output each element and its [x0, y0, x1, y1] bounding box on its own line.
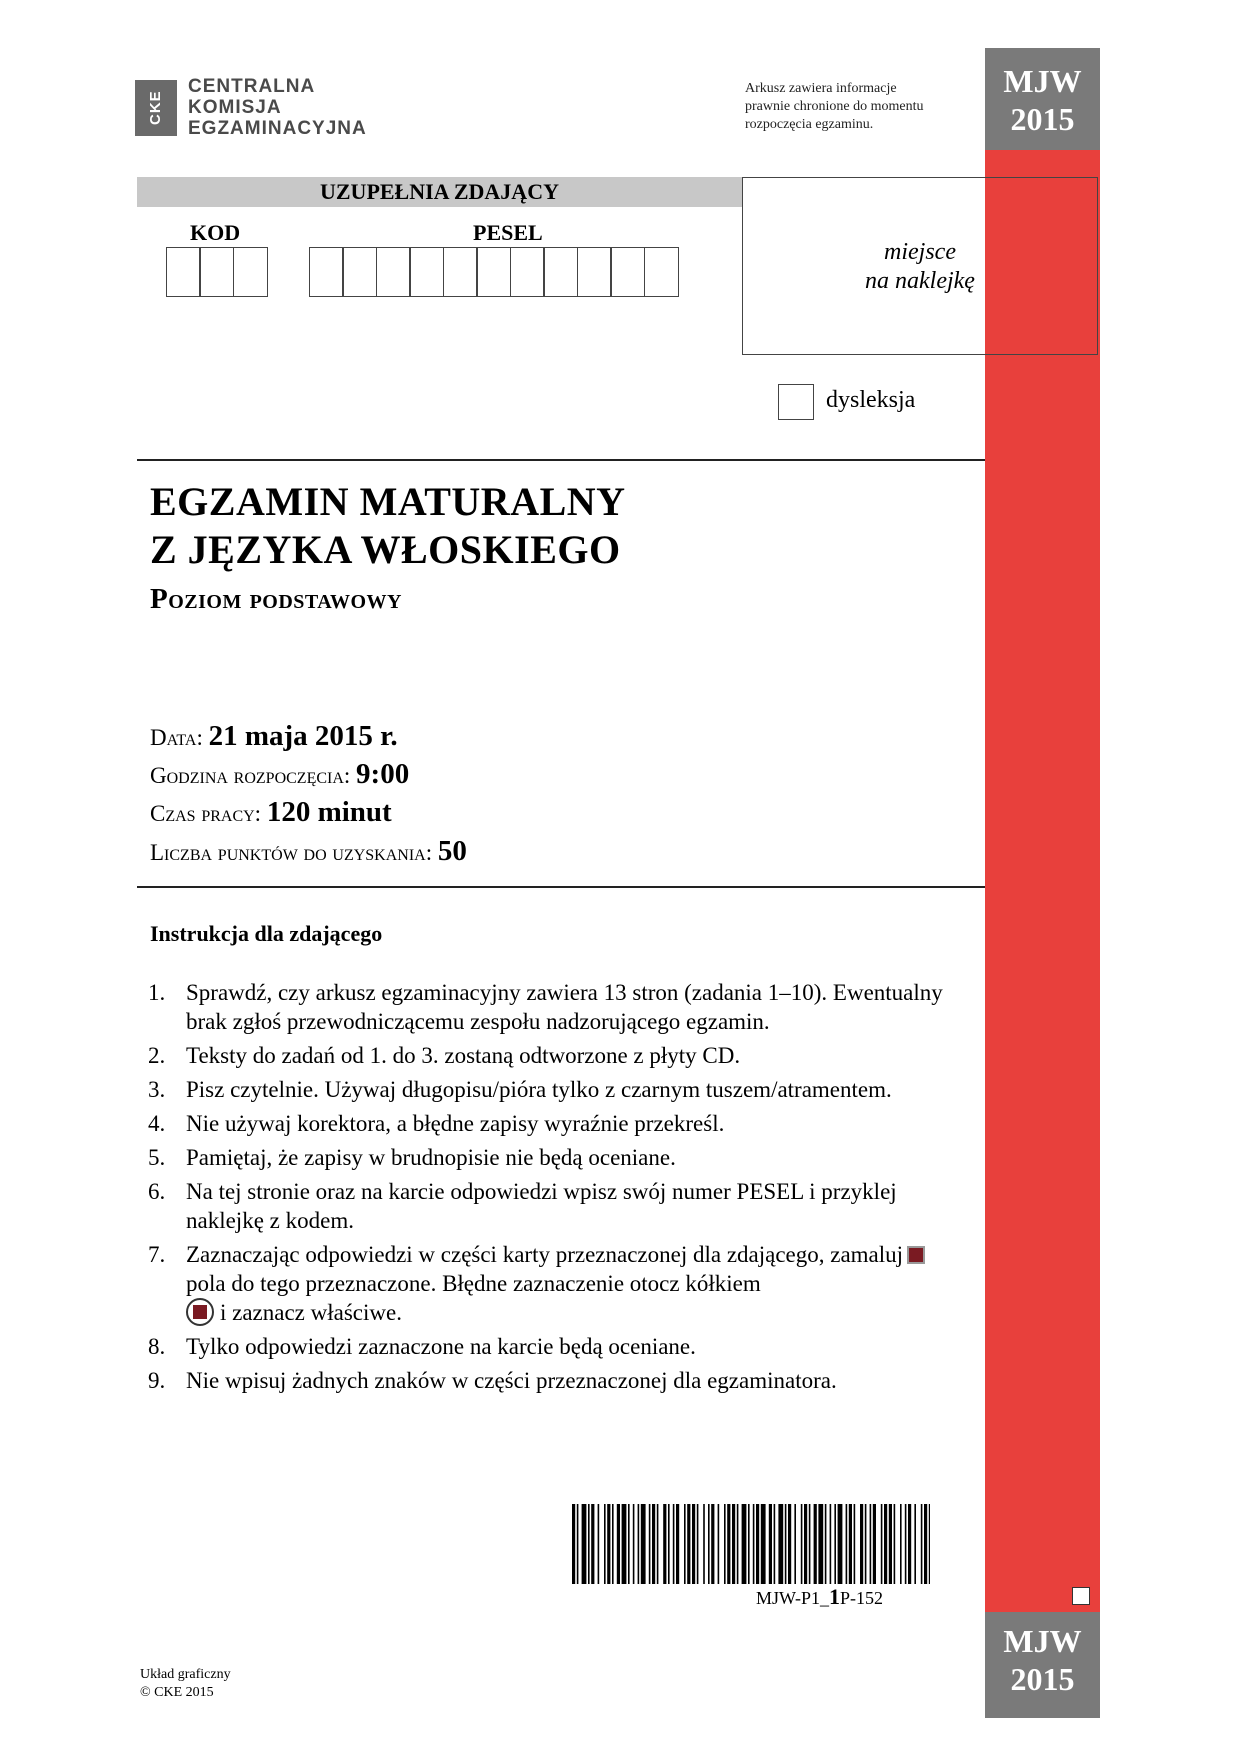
- footer-line-1: Układ graficzny: [140, 1667, 231, 1682]
- exam-code-bottom-line-2: 2015: [1010, 1661, 1075, 1697]
- instruction-number: 8.: [148, 1334, 166, 1359]
- exam-code-top-line-2: 2015: [1010, 101, 1075, 137]
- pesel-cell[interactable]: [543, 247, 578, 297]
- exam-code-bottom: [985, 1612, 1100, 1718]
- instruction-number: 6.: [148, 1179, 166, 1204]
- pesel-cell[interactable]: [409, 247, 444, 297]
- kod-label: KOD: [190, 220, 241, 245]
- divider-bottom: [137, 886, 985, 888]
- instruction-item: [148, 1075, 948, 1104]
- start-time-line: [150, 758, 409, 791]
- pesel-cell[interactable]: [577, 247, 612, 297]
- instruction-text: Na tej stronie oraz na karcie odpowiedzi wpisz swój numer PESEL i przyklej naklejkę z kodem.: [186, 1179, 897, 1233]
- sticker-line-1: miejsce: [884, 239, 956, 265]
- exam-title-line-1: EGZAMIN MATURALNY: [150, 479, 626, 524]
- instruction-text: Sprawdź, czy arkusz egzaminacyjny zawiera 13 stron (zadania 1–10). Ewentualny brak zgłoś przewodniczącemu zespołu nadzorującego egzamin.: [186, 980, 943, 1034]
- barcode-bold: 1: [829, 1584, 841, 1609]
- instruction-text: Pisz czytelnie. Używaj długopisu/pióra tylko z czarnym tuszem/atramentem.: [186, 1077, 892, 1102]
- duration-line: [150, 796, 392, 829]
- logo-line-3: EGZAMINACYJNA: [188, 118, 367, 139]
- instruction-text-c: i zaznacz właściwe.: [220, 1300, 402, 1325]
- points-line: [150, 835, 467, 868]
- instruction-text: Pamiętaj, że zapisy w brudnopisie nie będą oceniane.: [186, 1145, 676, 1170]
- instruction-text: Teksty do zadań od 1. do 3. zostaną odtworzone z płyty CD.: [186, 1043, 741, 1068]
- rail-marker-square: [1072, 1587, 1090, 1605]
- instruction-item: [148, 1143, 948, 1172]
- instruction-number: 2.: [148, 1043, 166, 1068]
- kod-cell[interactable]: [199, 247, 234, 297]
- exam-level: Poziom podstawowy: [150, 583, 402, 615]
- instruction-text-a: Zaznaczając odpowiedzi w części karty przeznaczonej dla zdającego, zamaluj: [186, 1242, 904, 1267]
- instruction-number: 9.: [148, 1368, 166, 1393]
- instruction-number: 4.: [148, 1111, 166, 1136]
- pesel-cell[interactable]: [510, 247, 545, 297]
- date-line: [150, 720, 398, 753]
- instruction-item: [148, 1332, 948, 1361]
- confidentiality-notice: [745, 80, 923, 134]
- notice-line-2: prawnie chronione do momentu: [745, 99, 924, 114]
- pesel-cell[interactable]: [610, 247, 645, 297]
- instruction-number: 5.: [148, 1145, 166, 1170]
- instruction-text: Nie wpisuj żadnych znaków w części przeznaczonej dla egzaminatora.: [186, 1368, 837, 1393]
- kod-field[interactable]: [167, 247, 268, 297]
- instruction-text: Tylko odpowiedzi zaznaczone na karcie będą oceniane.: [186, 1334, 696, 1359]
- sticker-area: [742, 177, 1098, 355]
- date-value: 21 maja 2015 r.: [208, 720, 398, 752]
- pesel-cell[interactable]: [644, 247, 679, 297]
- instruction-item: [148, 1177, 948, 1235]
- instruction-item: [148, 1366, 948, 1395]
- footer: [140, 1666, 231, 1702]
- logo-line-1: CENTRALNA: [188, 76, 316, 97]
- exam-title-line-2: Z JĘZYKA WŁOSKIEGO: [150, 527, 621, 572]
- pesel-cell[interactable]: [376, 247, 411, 297]
- cke-logo-text: [188, 76, 367, 139]
- pesel-field[interactable]: [310, 247, 679, 297]
- exam-code-top: [985, 48, 1100, 150]
- date-label: Data:: [150, 725, 203, 750]
- points-value: 50: [437, 835, 467, 867]
- footer-line-2: © CKE 2015: [140, 1685, 214, 1700]
- cke-logo-mark: [135, 80, 177, 136]
- filled-square-icon: [907, 1246, 925, 1264]
- logo-line-2: KOMISJA: [188, 97, 282, 118]
- instructions-list: [148, 978, 948, 1400]
- instruction-number: 7.: [148, 1242, 166, 1267]
- instruction-text-b: pola do tego przeznaczone. Błędne zaznaczenie otocz kółkiem: [186, 1271, 761, 1296]
- pesel-cell[interactable]: [476, 247, 511, 297]
- instruction-item: [148, 1109, 948, 1138]
- logo-mark-text: CKE: [147, 90, 164, 126]
- notice-line-1: Arkusz zawiera informacje: [745, 81, 897, 96]
- instruction-item: [148, 1240, 948, 1327]
- start-time-label: Godzina rozpoczęcia:: [150, 763, 351, 788]
- barcode-suffix: P-152: [840, 1588, 884, 1608]
- duration-label: Czas pracy:: [150, 801, 262, 826]
- fill-label: UZUPEŁNIA ZDAJĄCY: [320, 179, 559, 204]
- instruction-number: 1.: [148, 980, 166, 1005]
- exam-code-top-line-1: MJW: [1003, 63, 1082, 99]
- instruction-item: [148, 978, 948, 1036]
- duration-value: 120 minut: [266, 796, 392, 828]
- sticker-line-2: na naklejkę: [865, 268, 975, 294]
- dyslexia-label: dysleksja: [826, 387, 916, 413]
- instruction-number: 3.: [148, 1077, 166, 1102]
- barcode-prefix: MJW-P1_: [756, 1588, 830, 1608]
- pesel-cell[interactable]: [309, 247, 344, 297]
- barcode-number: [756, 1584, 883, 1610]
- notice-line-3: rozpoczęcia egzaminu.: [745, 117, 874, 132]
- dyslexia-checkbox[interactable]: [778, 384, 814, 420]
- pesel-label: PESEL: [473, 220, 543, 245]
- instruction-text: Nie używaj korektora, a błędne zapisy wyraźnie przekreśl.: [186, 1111, 725, 1136]
- instruction-item: [148, 1041, 948, 1070]
- divider-top: [137, 459, 985, 461]
- exam-code-bottom-line-1: MJW: [1003, 1623, 1082, 1659]
- instructions-heading: Instrukcja dla zdającego: [150, 921, 383, 946]
- pesel-cell[interactable]: [443, 247, 478, 297]
- pesel-cell[interactable]: [342, 247, 377, 297]
- exam-title: [150, 478, 626, 574]
- points-label: Liczba punktów do uzyskania:: [150, 840, 433, 865]
- circled-square-icon: [186, 1298, 214, 1326]
- start-time-value: 9:00: [356, 758, 410, 790]
- barcode-image: [572, 1504, 930, 1584]
- kod-cell[interactable]: [166, 247, 201, 297]
- kod-cell[interactable]: [233, 247, 268, 297]
